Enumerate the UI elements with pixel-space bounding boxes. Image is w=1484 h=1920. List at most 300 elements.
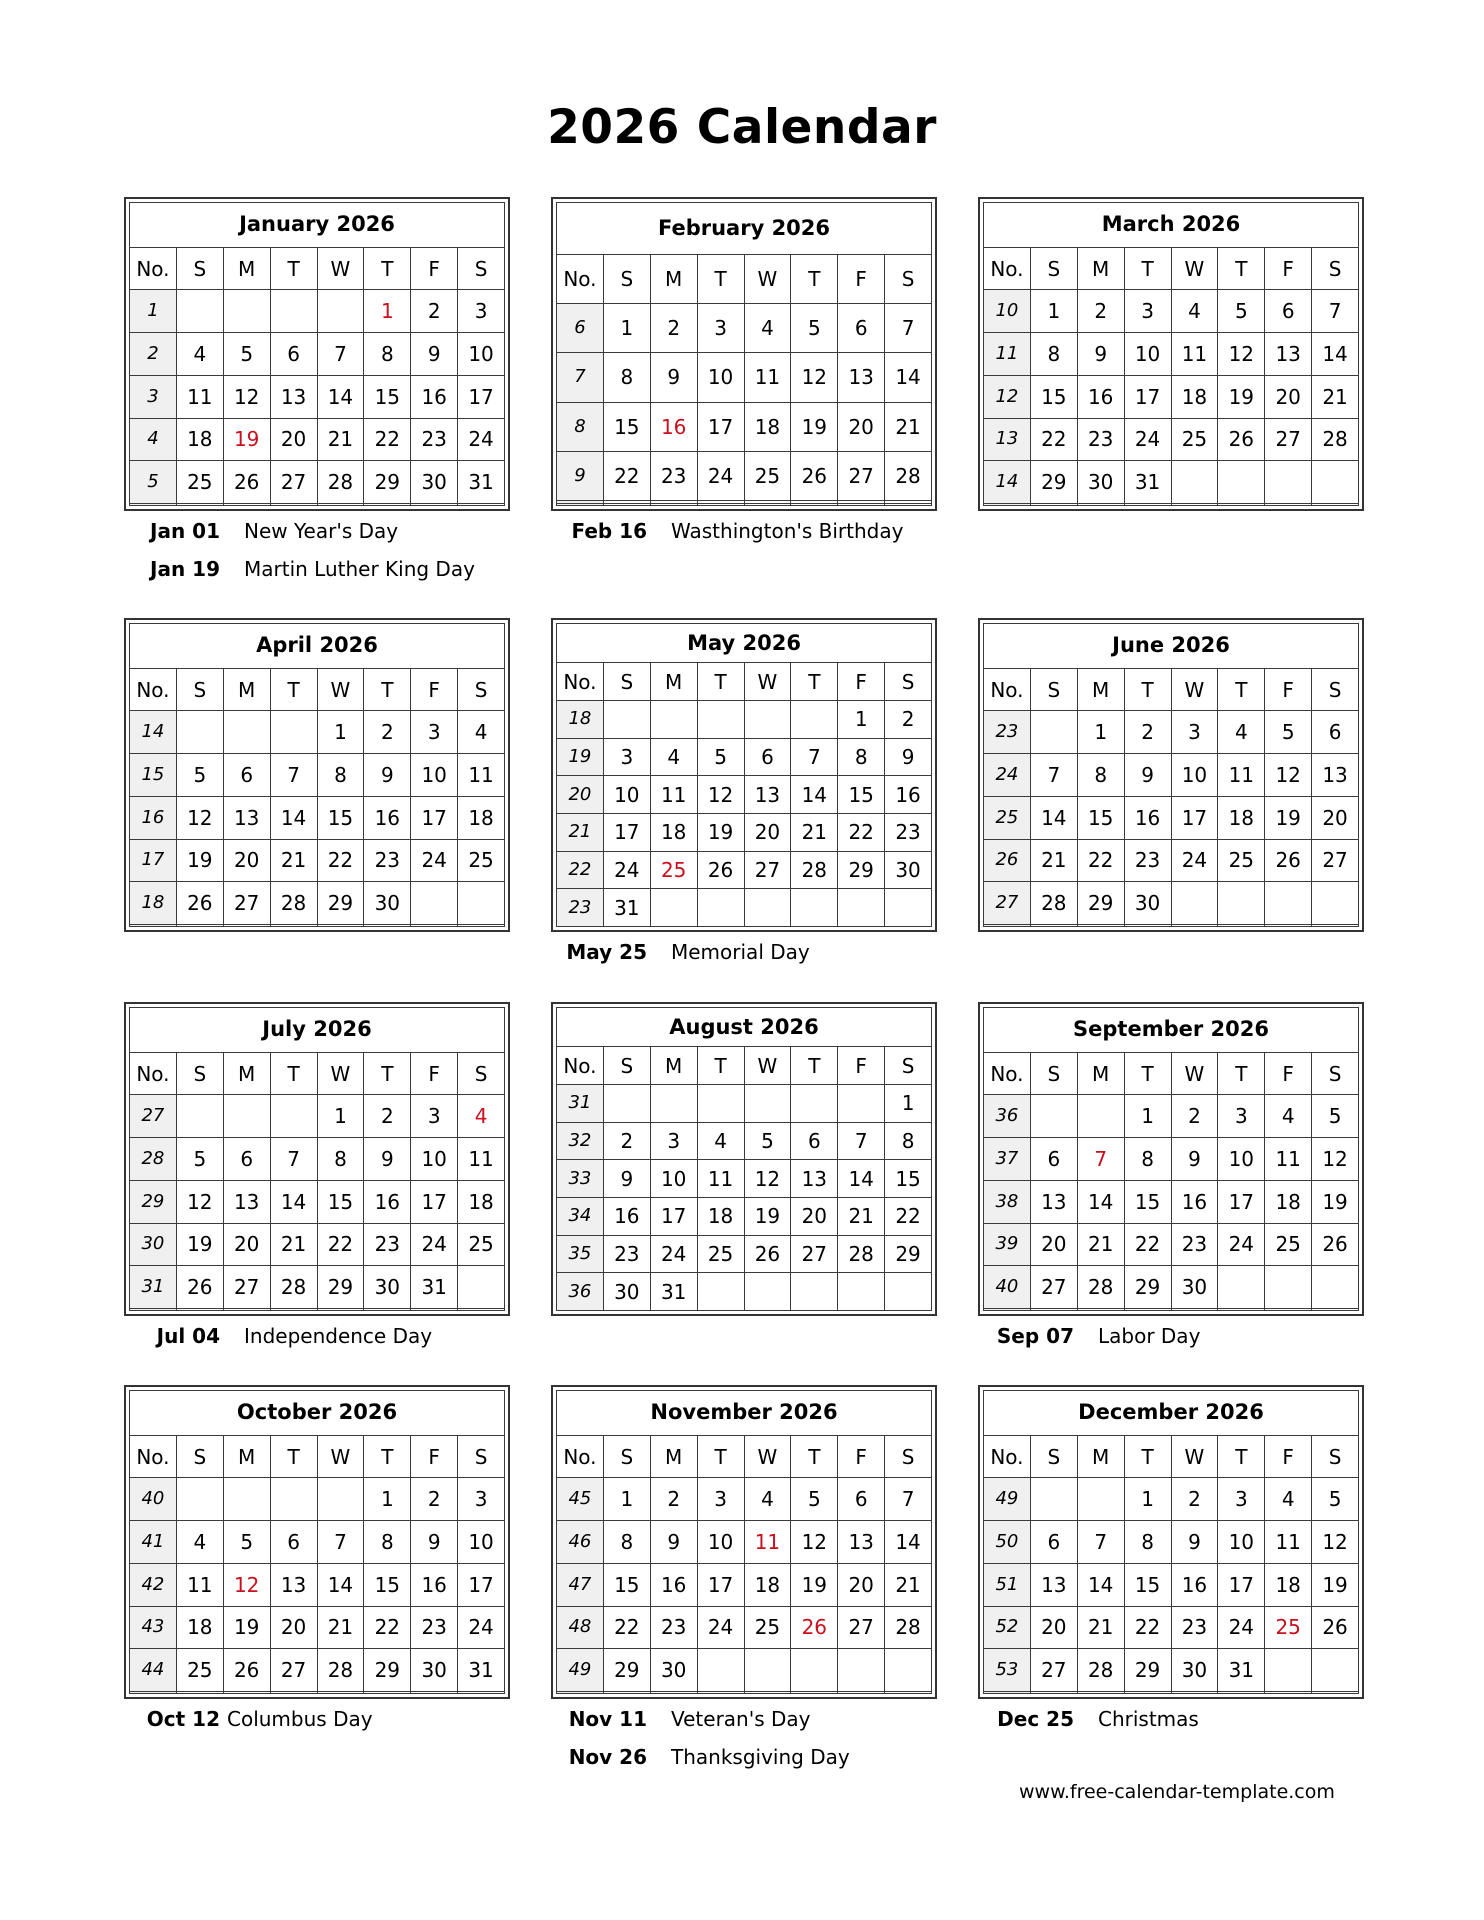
day-cell: 13: [1030, 1563, 1077, 1606]
empty-cell: [744, 889, 791, 927]
footer-url[interactable]: www.free-calendar-template.com: [1019, 1781, 1335, 1803]
week-number: 25: [984, 796, 1031, 839]
day-cell: 4: [1265, 1095, 1312, 1138]
empty-cell: [223, 924, 270, 926]
empty-cell: [1312, 1266, 1359, 1309]
week-number: [984, 1308, 1031, 1310]
day-cell: 11: [1218, 754, 1265, 797]
weekday-header: M: [1077, 247, 1124, 290]
day-cell: 16: [885, 776, 932, 814]
day-cell: 27: [838, 1606, 885, 1649]
day-cell: 24: [458, 1606, 505, 1649]
week-number-header: No.: [984, 1435, 1031, 1478]
week-number: 42: [130, 1563, 177, 1606]
day-cell: 5: [176, 754, 223, 797]
day-cell: 31: [458, 461, 505, 504]
day-cell: 22: [364, 418, 411, 461]
holiday-list: [124, 515, 510, 591]
week-number: 18: [557, 701, 604, 739]
month-table: [983, 202, 1359, 506]
holiday-date: Jan 01: [150, 519, 220, 543]
empty-cell: [458, 924, 505, 926]
weekday-header: S: [1030, 1435, 1077, 1478]
holiday-date: May 25: [566, 940, 647, 964]
month-table: [556, 1390, 932, 1694]
day-cell: 15: [1124, 1180, 1171, 1223]
month-title: December 2026: [984, 1391, 1359, 1436]
day-cell: 19: [1312, 1180, 1359, 1223]
day-cell: 22: [1030, 418, 1077, 461]
week-number: 9: [557, 451, 604, 500]
day-cell: 19: [1265, 796, 1312, 839]
day-cell: 25: [1265, 1223, 1312, 1266]
empty-cell: [791, 503, 838, 505]
month-title: November 2026: [557, 1391, 932, 1436]
empty-cell: [223, 1095, 270, 1138]
empty-cell: [1218, 1266, 1265, 1309]
empty-cell: [364, 1308, 411, 1310]
weekday-header: T: [364, 668, 411, 711]
day-cell: 17: [1124, 375, 1171, 418]
week-number: 27: [984, 882, 1031, 925]
day-cell: 12: [1265, 754, 1312, 797]
day-cell: 2: [364, 1095, 411, 1138]
empty-cell: [1077, 1691, 1124, 1693]
month-june: [978, 618, 1364, 932]
day-cell: 18: [1171, 375, 1218, 418]
day-cell: 18: [458, 1180, 505, 1223]
day-cell: 6: [838, 303, 885, 352]
day-cell: 28: [885, 1606, 932, 1649]
empty-cell: [364, 924, 411, 926]
weekday-header: W: [1171, 247, 1218, 290]
day-cell: 6: [1265, 290, 1312, 333]
empty-cell: [838, 1691, 885, 1693]
day-cell: 24: [411, 1223, 458, 1266]
day-cell: 4: [176, 333, 223, 376]
weekday-header: F: [411, 1052, 458, 1095]
day-cell: 13: [1030, 1180, 1077, 1223]
day-cell: 1: [1124, 1095, 1171, 1138]
weekday-header: S: [885, 254, 932, 303]
month-title: January 2026: [130, 203, 505, 248]
holiday-name: Wasthington's Birthday: [671, 519, 904, 543]
week-number: 40: [984, 1266, 1031, 1309]
month-table: [129, 202, 505, 506]
weekday-header: T: [1124, 247, 1171, 290]
empty-cell: [223, 1691, 270, 1693]
day-cell: 20: [223, 839, 270, 882]
week-number-header: No.: [557, 1435, 604, 1478]
day-cell: 14: [317, 1563, 364, 1606]
day-cell: 7: [885, 303, 932, 352]
day-cell: 2: [885, 701, 932, 739]
day-cell: 6: [270, 333, 317, 376]
empty-cell: [317, 503, 364, 505]
day-cell: 17: [458, 375, 505, 418]
week-number: 36: [984, 1095, 1031, 1138]
day-cell: 23: [650, 451, 697, 500]
month-table: [556, 1007, 932, 1311]
weekday-header: W: [1171, 1435, 1218, 1478]
empty-cell: [697, 1649, 744, 1692]
day-cell: 19: [176, 1223, 223, 1266]
week-number: 24: [984, 754, 1031, 797]
day-cell: 3: [697, 1478, 744, 1521]
day-cell: 27: [744, 851, 791, 889]
weekday-header: M: [650, 1047, 697, 1085]
weekday-header: S: [1312, 1052, 1359, 1095]
weekday-header: S: [1312, 247, 1359, 290]
month-title: April 2026: [130, 624, 505, 669]
empty-cell: [697, 1691, 744, 1693]
weekday-header: S: [1312, 1435, 1359, 1478]
day-cell: 25: [176, 461, 223, 504]
day-cell: 5: [744, 1122, 791, 1160]
day-cell: 1: [885, 1085, 932, 1123]
day-cell: 23: [603, 1235, 650, 1273]
empty-cell: [176, 290, 223, 333]
day-cell: 31: [1218, 1649, 1265, 1692]
month-title: July 2026: [130, 1008, 505, 1053]
weekday-header: M: [650, 1435, 697, 1478]
day-cell: 21: [885, 1563, 932, 1606]
day-cell: 14: [270, 796, 317, 839]
empty-cell: [838, 1273, 885, 1311]
day-cell: 22: [364, 1606, 411, 1649]
day-cell: 7: [317, 1521, 364, 1564]
week-number: 4: [130, 418, 177, 461]
day-cell: 14: [791, 776, 838, 814]
weekday-header: S: [176, 668, 223, 711]
day-cell: 12: [791, 1521, 838, 1564]
weekday-header: F: [838, 1047, 885, 1085]
month-april: [124, 618, 510, 932]
day-cell: 28: [270, 1266, 317, 1309]
week-number: 23: [984, 711, 1031, 754]
day-cell: 11: [1171, 333, 1218, 376]
day-cell: 23: [1171, 1606, 1218, 1649]
empty-cell: [1030, 924, 1077, 926]
week-number: 22: [557, 851, 604, 889]
weekday-header: W: [317, 1435, 364, 1478]
empty-cell: [838, 889, 885, 927]
day-cell: 3: [1171, 711, 1218, 754]
holiday-name: Independence Day: [244, 1324, 433, 1348]
day-cell: 29: [364, 461, 411, 504]
week-number: 43: [130, 1606, 177, 1649]
empty-cell: [791, 701, 838, 739]
day-cell: 21: [885, 402, 932, 451]
day-cell: 25: [458, 1223, 505, 1266]
day-cell: 5: [697, 738, 744, 776]
day-cell: 9: [1077, 333, 1124, 376]
week-number: 19: [557, 738, 604, 776]
day-cell: 19: [176, 839, 223, 882]
day-cell: 23: [650, 1606, 697, 1649]
day-cell: 24: [697, 451, 744, 500]
day-cell: 12: [791, 353, 838, 402]
week-number: 21: [557, 814, 604, 852]
empty-cell: [1312, 882, 1359, 925]
weekday-header: S: [885, 1435, 932, 1478]
day-cell: 22: [317, 1223, 364, 1266]
day-cell: 17: [1171, 796, 1218, 839]
day-cell: 23: [364, 1223, 411, 1266]
day-cell: 17: [411, 1180, 458, 1223]
empty-cell: [176, 1095, 223, 1138]
day-cell: 30: [1124, 882, 1171, 925]
month-september: [978, 1002, 1364, 1316]
empty-cell: [1171, 924, 1218, 926]
week-number: 18: [130, 882, 177, 925]
day-cell: 15: [885, 1160, 932, 1198]
day-cell: 3: [458, 1478, 505, 1521]
day-cell: 1: [317, 711, 364, 754]
week-number: 34: [557, 1198, 604, 1236]
empty-cell: [791, 889, 838, 927]
day-cell: 25: [744, 451, 791, 500]
day-cell: 8: [885, 1122, 932, 1160]
day-cell: 11: [458, 754, 505, 797]
week-number: 53: [984, 1649, 1031, 1692]
weekday-header: F: [1265, 1052, 1312, 1095]
day-cell: 26: [744, 1235, 791, 1273]
week-number: 11: [984, 333, 1031, 376]
day-cell: 20: [838, 1563, 885, 1606]
month-table: [129, 623, 505, 927]
empty-cell: [697, 889, 744, 927]
day-cell: 22: [603, 1606, 650, 1649]
day-cell: 7: [1077, 1138, 1124, 1181]
day-cell: 10: [411, 754, 458, 797]
day-cell: 11: [1265, 1521, 1312, 1564]
day-cell: 21: [838, 1198, 885, 1236]
day-cell: 6: [791, 1122, 838, 1160]
day-cell: 10: [458, 333, 505, 376]
day-cell: 9: [411, 1521, 458, 1564]
day-cell: 1: [1030, 290, 1077, 333]
weekday-header: T: [1124, 668, 1171, 711]
empty-cell: [1218, 503, 1265, 505]
empty-cell: [697, 1085, 744, 1123]
weekday-header: S: [458, 1435, 505, 1478]
day-cell: 24: [458, 418, 505, 461]
day-cell: 11: [744, 1521, 791, 1564]
weekday-header: M: [1077, 1435, 1124, 1478]
month-table: [129, 1390, 505, 1694]
weekday-header: T: [1218, 1435, 1265, 1478]
day-cell: 28: [270, 882, 317, 925]
day-cell: 18: [458, 796, 505, 839]
day-cell: 17: [697, 1563, 744, 1606]
day-cell: 14: [1030, 796, 1077, 839]
weekday-header: W: [317, 668, 364, 711]
week-number-header: No.: [557, 254, 604, 303]
empty-cell: [885, 1649, 932, 1692]
day-cell: 25: [650, 851, 697, 889]
day-cell: 7: [838, 1122, 885, 1160]
day-cell: 13: [223, 1180, 270, 1223]
empty-cell: [1312, 503, 1359, 505]
day-cell: 12: [176, 796, 223, 839]
holiday-name: New Year's Day: [244, 519, 399, 543]
month-title: August 2026: [557, 1008, 932, 1047]
day-cell: 9: [364, 1138, 411, 1181]
holiday-item: [551, 515, 937, 553]
holiday-name: Memorial Day: [671, 940, 810, 964]
day-cell: 15: [1077, 796, 1124, 839]
day-cell: 16: [603, 1198, 650, 1236]
empty-cell: [697, 1273, 744, 1311]
day-cell: 11: [1265, 1138, 1312, 1181]
week-number: 31: [557, 1085, 604, 1123]
weekday-header: T: [791, 663, 838, 701]
day-cell: 15: [838, 776, 885, 814]
week-number: 31: [130, 1266, 177, 1309]
day-cell: 31: [1124, 461, 1171, 504]
day-cell: 29: [1077, 882, 1124, 925]
day-cell: 30: [411, 461, 458, 504]
empty-cell: [411, 924, 458, 926]
holiday-date: Dec 25: [997, 1707, 1074, 1731]
weekday-header: F: [411, 247, 458, 290]
day-cell: 5: [1312, 1478, 1359, 1521]
holiday-date: Nov 26: [568, 1745, 647, 1769]
day-cell: 8: [603, 1521, 650, 1564]
holiday-name: Veteran's Day: [671, 1707, 811, 1731]
day-cell: 24: [411, 839, 458, 882]
empty-cell: [885, 503, 932, 505]
week-number: 51: [984, 1563, 1031, 1606]
day-cell: 27: [270, 1649, 317, 1692]
day-cell: 1: [838, 701, 885, 739]
holiday-name: Martin Luther King Day: [244, 557, 475, 581]
week-number-header: No.: [130, 1052, 177, 1095]
holiday-item: [124, 553, 510, 591]
empty-cell: [1312, 1649, 1359, 1692]
empty-cell: [458, 503, 505, 505]
week-number: 7: [557, 353, 604, 402]
empty-cell: [1030, 1691, 1077, 1693]
day-cell: 30: [885, 851, 932, 889]
weekday-header: T: [1218, 247, 1265, 290]
day-cell: 23: [411, 1606, 458, 1649]
week-number: [130, 924, 177, 926]
week-number-header: No.: [557, 663, 604, 701]
weekday-header: S: [885, 663, 932, 701]
day-cell: 24: [603, 851, 650, 889]
day-cell: 24: [697, 1606, 744, 1649]
holiday-item: [978, 1703, 1364, 1741]
day-cell: 3: [697, 303, 744, 352]
day-cell: 25: [744, 1606, 791, 1649]
week-number: [130, 1691, 177, 1693]
empty-cell: [317, 1308, 364, 1310]
day-cell: 27: [1030, 1266, 1077, 1309]
weekday-header: T: [697, 1047, 744, 1085]
empty-cell: [1312, 924, 1359, 926]
month-february: [551, 197, 937, 511]
day-cell: 31: [650, 1273, 697, 1311]
day-cell: 22: [885, 1198, 932, 1236]
week-number: 45: [557, 1478, 604, 1521]
holiday-name: Christmas: [1098, 1707, 1199, 1731]
day-cell: 20: [223, 1223, 270, 1266]
day-cell: 26: [1265, 839, 1312, 882]
day-cell: 4: [176, 1521, 223, 1564]
day-cell: 14: [885, 353, 932, 402]
day-cell: 9: [1171, 1521, 1218, 1564]
day-cell: 12: [1218, 333, 1265, 376]
day-cell: 30: [603, 1273, 650, 1311]
day-cell: 8: [1124, 1521, 1171, 1564]
month-title: May 2026: [557, 624, 932, 663]
day-cell: 2: [1077, 290, 1124, 333]
empty-cell: [317, 1478, 364, 1521]
empty-cell: [603, 503, 650, 505]
empty-cell: [1077, 1478, 1124, 1521]
empty-cell: [223, 1478, 270, 1521]
day-cell: 3: [411, 1095, 458, 1138]
day-cell: 11: [176, 1563, 223, 1606]
holiday-date: Jan 19: [150, 557, 220, 581]
month-title: September 2026: [984, 1008, 1359, 1053]
empty-cell: [1265, 1691, 1312, 1693]
empty-cell: [791, 1691, 838, 1693]
weekday-header: T: [1218, 668, 1265, 711]
empty-cell: [1077, 503, 1124, 505]
day-cell: 2: [650, 1478, 697, 1521]
week-number-header: No.: [130, 668, 177, 711]
empty-cell: [1218, 461, 1265, 504]
day-cell: 3: [1218, 1478, 1265, 1521]
day-cell: 7: [1030, 754, 1077, 797]
day-cell: 8: [603, 353, 650, 402]
day-cell: 20: [270, 418, 317, 461]
day-cell: 18: [1265, 1563, 1312, 1606]
day-cell: 28: [791, 851, 838, 889]
weekday-header: S: [1030, 1052, 1077, 1095]
month-table: [983, 623, 1359, 927]
week-number: 14: [130, 711, 177, 754]
day-cell: 20: [270, 1606, 317, 1649]
empty-cell: [1077, 1308, 1124, 1310]
empty-cell: [1030, 1095, 1077, 1138]
day-cell: 15: [364, 375, 411, 418]
day-cell: 10: [1218, 1138, 1265, 1181]
empty-cell: [317, 1691, 364, 1693]
day-cell: 20: [1030, 1606, 1077, 1649]
day-cell: 19: [1218, 375, 1265, 418]
day-cell: 5: [223, 1521, 270, 1564]
week-number: [984, 924, 1031, 926]
day-cell: 1: [603, 303, 650, 352]
day-cell: 18: [176, 1606, 223, 1649]
day-cell: 29: [317, 882, 364, 925]
day-cell: 28: [1030, 882, 1077, 925]
holiday-list: [551, 515, 937, 553]
day-cell: 20: [791, 1198, 838, 1236]
day-cell: 17: [650, 1198, 697, 1236]
day-cell: 26: [791, 1606, 838, 1649]
day-cell: 11: [650, 776, 697, 814]
day-cell: 14: [1077, 1180, 1124, 1223]
weekday-header: T: [270, 1435, 317, 1478]
day-cell: 22: [1124, 1223, 1171, 1266]
week-number: 29: [130, 1180, 177, 1223]
empty-cell: [1265, 461, 1312, 504]
